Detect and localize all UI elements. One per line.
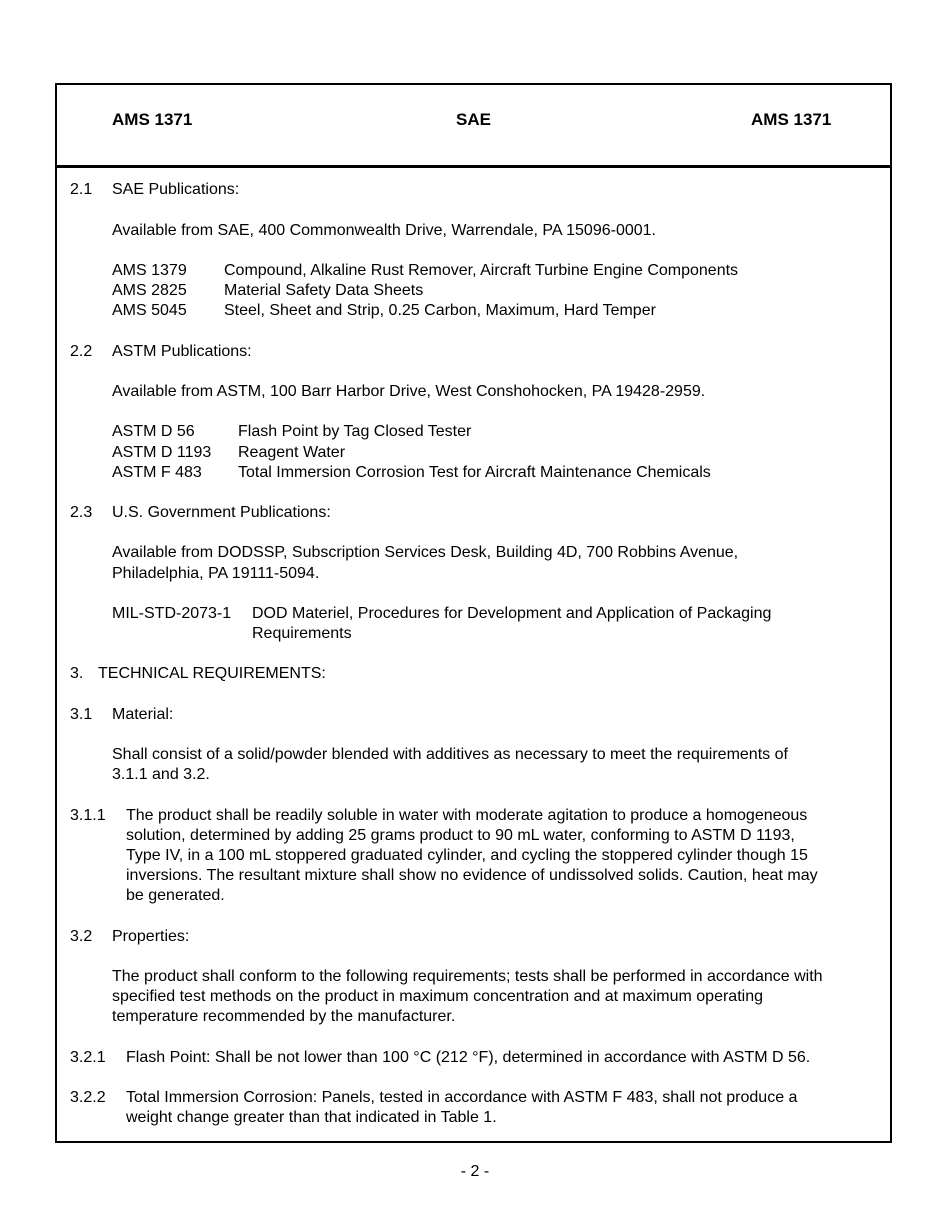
section-3-2-1-text: Flash Point: Shall be not lower than 100 °C (212 °F), determined in accordance with ASTM D 56. — [126, 1049, 811, 1066]
section-3-1-1-text-line: be generated. — [126, 887, 225, 904]
ref-code: ASTM D 56 — [112, 423, 195, 440]
ref-code: ASTM F 483 — [112, 464, 202, 481]
section-2-3-availability-line: Philadelphia, PA 19111-5094. — [112, 565, 320, 582]
ref-code: AMS 1379 — [112, 262, 187, 279]
header-doc-id-right: AMS 1371 — [751, 110, 832, 129]
ref-title: Total Immersion Corrosion Test for Aircraft Maintenance Chemicals — [238, 464, 711, 481]
section-2-3-availability-line: Available from DODSSP, Subscription Services Desk, Building 4D, 700 Robbins Avenue, — [112, 544, 739, 561]
section-3-1-title: Material: — [112, 706, 174, 723]
section-3-2-number: 3.2 — [70, 928, 93, 945]
section-3-1-number: 3.1 — [70, 706, 93, 723]
section-3-1-1-text-line: The product shall be readily soluble in water with moderate agitation to produce a homogeneous — [126, 807, 808, 824]
section-3-1-1-text-line: Type IV, in a 100 mL stoppered graduated cylinder, and cycling the stoppered cylinder though 15 — [126, 847, 808, 864]
section-2-2-availability: Available from ASTM, 100 Barr Harbor Drive, West Conshohocken, PA 19428-2959. — [112, 383, 706, 400]
section-3-1-text-line: Shall consist of a solid/powder blended with additives as necessary to meet the requirements of — [112, 746, 788, 763]
ref-title: Compound, Alkaline Rust Remover, Aircraft Turbine Engine Components — [224, 262, 739, 279]
ref-title: Material Safety Data Sheets — [224, 282, 424, 299]
ref-title: Reagent Water — [238, 444, 346, 461]
ref-title-line: DOD Materiel, Procedures for Development and Application of Packaging — [252, 605, 772, 622]
page-number: - 2 - — [460, 1163, 490, 1180]
section-3-title: TECHNICAL REQUIREMENTS: — [98, 665, 326, 682]
section-2-1-title: SAE Publications: — [112, 181, 240, 198]
section-3-2-1-number: 3.2.1 — [70, 1049, 106, 1066]
ref-title: Steel, Sheet and Strip, 0.25 Carbon, Maximum, Hard Temper — [224, 302, 656, 319]
ref-code: MIL-STD-2073-1 — [112, 605, 232, 622]
header-doc-id-left: AMS 1371 — [112, 110, 193, 129]
section-3-2-2-text-line: Total Immersion Corrosion: Panels, tested in accordance with ASTM F 483, shall not produce a — [126, 1089, 798, 1106]
section-3-2-text-line: specified test methods on the product in maximum concentration and at maximum operating — [112, 988, 763, 1005]
section-3-1-text-line: 3.1.1 and 3.2. — [112, 766, 210, 783]
section-3-2-text-line: The product shall conform to the following requirements; tests shall be performed in accordance with — [112, 968, 823, 985]
header-publisher: SAE — [456, 110, 491, 129]
section-2-2-title: ASTM Publications: — [112, 343, 252, 360]
ref-code: ASTM D 1193 — [112, 444, 212, 461]
section-2-3-title: U.S. Government Publications: — [112, 504, 331, 521]
section-3-2-text-line: temperature recommended by the manufacturer. — [112, 1008, 456, 1025]
section-3-1-1-number: 3.1.1 — [70, 807, 106, 824]
section-2-3-number: 2.3 — [70, 504, 93, 521]
header-rule — [55, 165, 892, 168]
section-3-number: 3. — [70, 665, 84, 682]
section-3-2-2-number: 3.2.2 — [70, 1089, 106, 1106]
section-2-1-number: 2.1 — [70, 181, 93, 198]
section-3-1-1-text-line: solution, determined by adding 25 grams product to 90 mL water, conforming to ASTM D 1193, — [126, 827, 795, 844]
ref-title-line: Requirements — [252, 625, 352, 642]
section-3-1-1-text-line: inversions. The resultant mixture shall show no evidence of undissolved solids. Caution, heat may — [126, 867, 818, 884]
section-3-2-title: Properties: — [112, 928, 190, 945]
ref-code: AMS 2825 — [112, 282, 187, 299]
section-3-2-2-text-line: weight change greater than that indicated in Table 1. — [126, 1109, 497, 1126]
ref-title: Flash Point by Tag Closed Tester — [238, 423, 472, 440]
section-2-1-availability: Available from SAE, 400 Commonwealth Drive, Warrendale, PA 15096-0001. — [112, 222, 656, 239]
ref-code: AMS 5045 — [112, 302, 187, 319]
section-2-2-number: 2.2 — [70, 343, 93, 360]
